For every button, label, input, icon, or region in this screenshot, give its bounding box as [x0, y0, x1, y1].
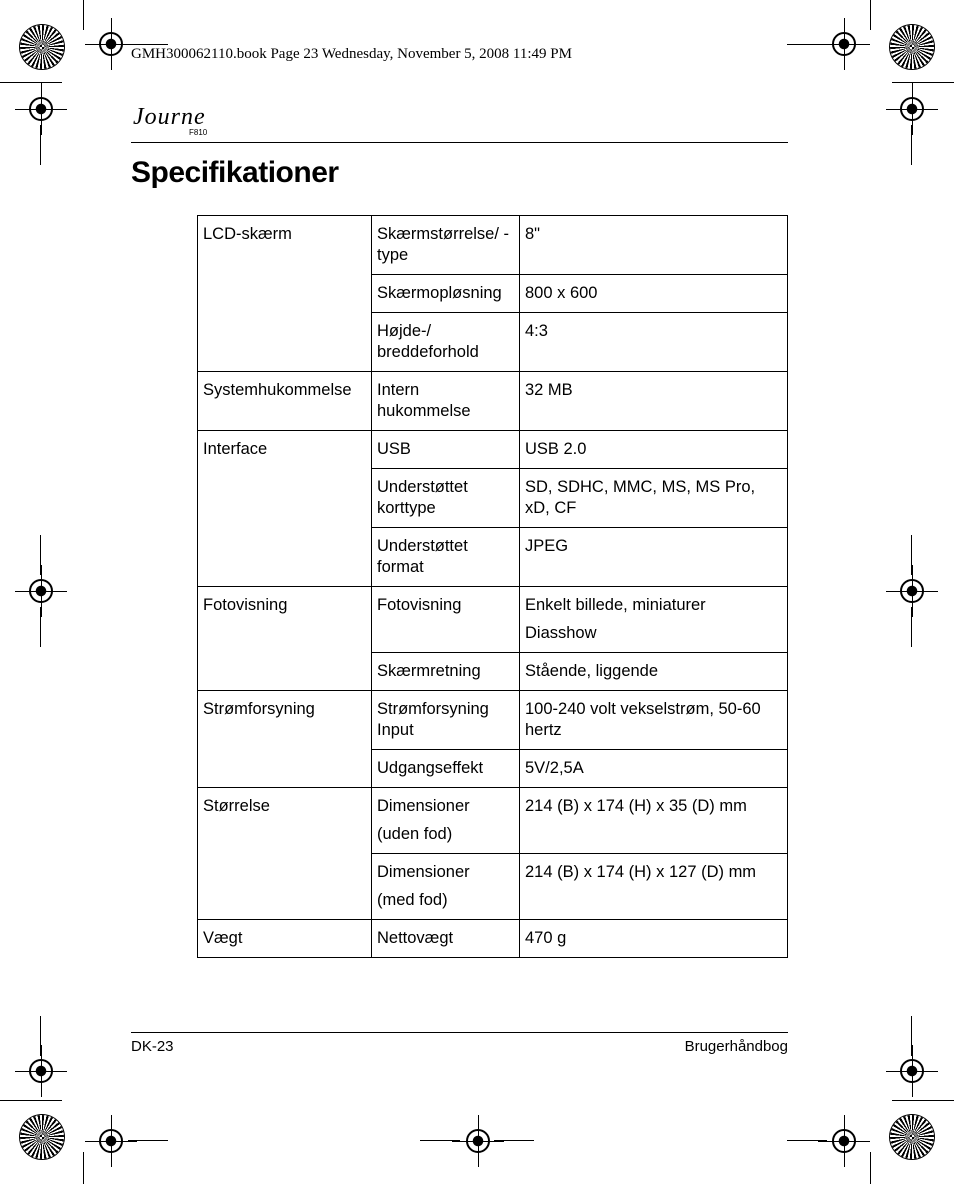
manual-name: Brugerhåndbog — [684, 1038, 788, 1055]
crop-mark — [870, 1152, 871, 1184]
spec-property-text: Strømforsyning Input — [377, 700, 489, 739]
table-row — [198, 788, 788, 854]
registration-mark — [29, 97, 53, 121]
spec-property-text: (med fod) — [377, 891, 448, 909]
sunburst-mark-top-left — [20, 25, 64, 69]
page-title: Specifikationer — [131, 156, 339, 189]
crop-mark — [40, 125, 41, 165]
crop-mark — [40, 535, 41, 575]
crop-mark — [892, 82, 954, 83]
sunburst-mark-bottom-left — [20, 1115, 64, 1159]
registration-mark — [900, 579, 924, 603]
registration-mark — [29, 579, 53, 603]
spec-value-text: USB 2.0 — [525, 440, 587, 458]
spec-value-cell — [520, 313, 788, 372]
spec-property-cell — [372, 216, 520, 275]
crop-mark — [911, 535, 912, 575]
crop-mark — [870, 0, 871, 30]
crop-mark — [128, 44, 168, 45]
crop-mark — [911, 125, 912, 165]
model-number: F810 — [189, 128, 208, 137]
spec-value-text: 8" — [525, 225, 541, 243]
spec-property-text: Intern hukommelse — [377, 381, 471, 420]
spec-value-text: 32 MB — [525, 381, 573, 399]
header-divider — [131, 142, 788, 143]
sunburst-mark-bottom-right — [890, 1115, 934, 1159]
table-row — [198, 920, 788, 958]
spec-property-text: Skærmstørrelse/ -type — [377, 225, 509, 264]
spec-property-text: Dimensioner — [377, 797, 470, 815]
spec-property-cell — [372, 750, 520, 788]
spec-value-cell — [520, 216, 788, 275]
spec-value-cell — [520, 528, 788, 587]
spec-property-text: USB — [377, 440, 411, 458]
spec-value-text: Diasshow — [525, 624, 597, 642]
spec-property-text: Udgangseffekt — [377, 759, 484, 777]
print-header: GMH300062110.book Page 23 Wednesday, November 5, 2008 11:49 PM — [131, 46, 572, 62]
spec-group-cell: Vægt — [198, 920, 372, 958]
crop-mark — [911, 607, 912, 647]
spec-value-text: 100-240 volt vekselstrøm, 50-60 hertz — [525, 700, 761, 739]
table-row — [198, 216, 788, 275]
footer-divider — [131, 1032, 788, 1033]
spec-property-cell — [372, 372, 520, 431]
crop-mark — [494, 1140, 534, 1141]
spec-property-cell — [372, 431, 520, 469]
spec-group-cell: Systemhukommelse — [198, 372, 372, 431]
spec-property-text: Fotovisning — [377, 596, 462, 614]
spec-property-cell — [372, 653, 520, 691]
spec-group-cell: Strømforsyning — [198, 691, 372, 788]
spec-property-cell — [372, 788, 520, 854]
registration-mark — [466, 1129, 490, 1153]
spec-property-text: Understøttet format — [377, 537, 468, 576]
crop-mark — [40, 607, 41, 647]
spec-value-cell — [520, 372, 788, 431]
spec-group-cell: LCD-skærm — [198, 216, 372, 372]
crop-mark — [0, 82, 62, 83]
spec-property-text: Understøttet korttype — [377, 478, 468, 517]
spec-value-cell — [520, 653, 788, 691]
spec-value-cell — [520, 750, 788, 788]
table-row — [198, 431, 788, 469]
spec-property-cell — [372, 313, 520, 372]
spec-property-text: (uden fod) — [377, 825, 453, 843]
spec-property-text: Nettovægt — [377, 929, 454, 947]
table-row — [198, 691, 788, 750]
spec-property-cell — [372, 691, 520, 750]
spec-property-cell — [372, 469, 520, 528]
crop-mark — [128, 1140, 168, 1141]
spec-group-cell: Fotovisning — [198, 587, 372, 691]
spec-value-text: 470 g — [525, 929, 567, 947]
registration-mark — [99, 1129, 123, 1153]
specifications-table — [197, 215, 788, 958]
spec-value-text: SD, SDHC, MMC, MS, MS Pro, xD, CF — [525, 478, 756, 517]
spec-value-text: 214 (B) x 174 (H) x 127 (D) mm — [525, 863, 757, 881]
spec-property-text: Højde-/ breddeforhold — [377, 322, 479, 361]
spec-value-cell — [520, 854, 788, 920]
registration-mark — [99, 32, 123, 56]
spec-group-cell: Størrelse — [198, 788, 372, 920]
spec-value-text: 214 (B) x 174 (H) x 35 (D) mm — [525, 797, 747, 815]
crop-mark — [40, 1016, 41, 1056]
crop-mark — [787, 1140, 827, 1141]
brand-logo: Journe — [133, 104, 206, 130]
registration-mark — [900, 97, 924, 121]
crop-mark — [787, 44, 827, 45]
registration-mark — [832, 1129, 856, 1153]
spec-value-cell — [520, 920, 788, 958]
crop-mark — [911, 1016, 912, 1056]
spec-property-text: Skærmopløsning — [377, 284, 502, 302]
registration-mark — [832, 32, 856, 56]
spec-value-cell — [520, 431, 788, 469]
registration-mark — [29, 1059, 53, 1083]
crop-mark — [83, 1152, 84, 1184]
spec-value-cell — [520, 275, 788, 313]
spec-value-cell — [520, 469, 788, 528]
spec-property-text: Skærmretning — [377, 662, 481, 680]
spec-value-cell — [520, 788, 788, 854]
spec-property-text: Dimensioner — [377, 863, 470, 881]
crop-mark — [892, 1100, 954, 1101]
spec-value-cell — [520, 691, 788, 750]
spec-value-text: 5V/2,5A — [525, 759, 584, 777]
spec-value-text: Enkelt billede, miniaturer — [525, 596, 706, 614]
sunburst-mark-top-right — [890, 25, 934, 69]
spec-group-cell: Interface — [198, 431, 372, 587]
spec-property-cell — [372, 920, 520, 958]
registration-mark — [900, 1059, 924, 1083]
table-row — [198, 372, 788, 431]
spec-value-text: Stående, liggende — [525, 662, 659, 680]
spec-property-cell — [372, 275, 520, 313]
crop-mark — [83, 0, 84, 30]
page-number: DK-23 — [131, 1038, 174, 1055]
table-row — [198, 587, 788, 653]
crop-mark — [420, 1140, 460, 1141]
spec-property-cell — [372, 854, 520, 920]
spec-value-text: 4:3 — [525, 322, 548, 340]
spec-property-cell — [372, 587, 520, 653]
spec-value-text: 800 x 600 — [525, 284, 598, 302]
spec-value-text: JPEG — [525, 537, 569, 555]
spec-value-cell — [520, 587, 788, 653]
crop-mark — [0, 1100, 62, 1101]
spec-property-cell — [372, 528, 520, 587]
